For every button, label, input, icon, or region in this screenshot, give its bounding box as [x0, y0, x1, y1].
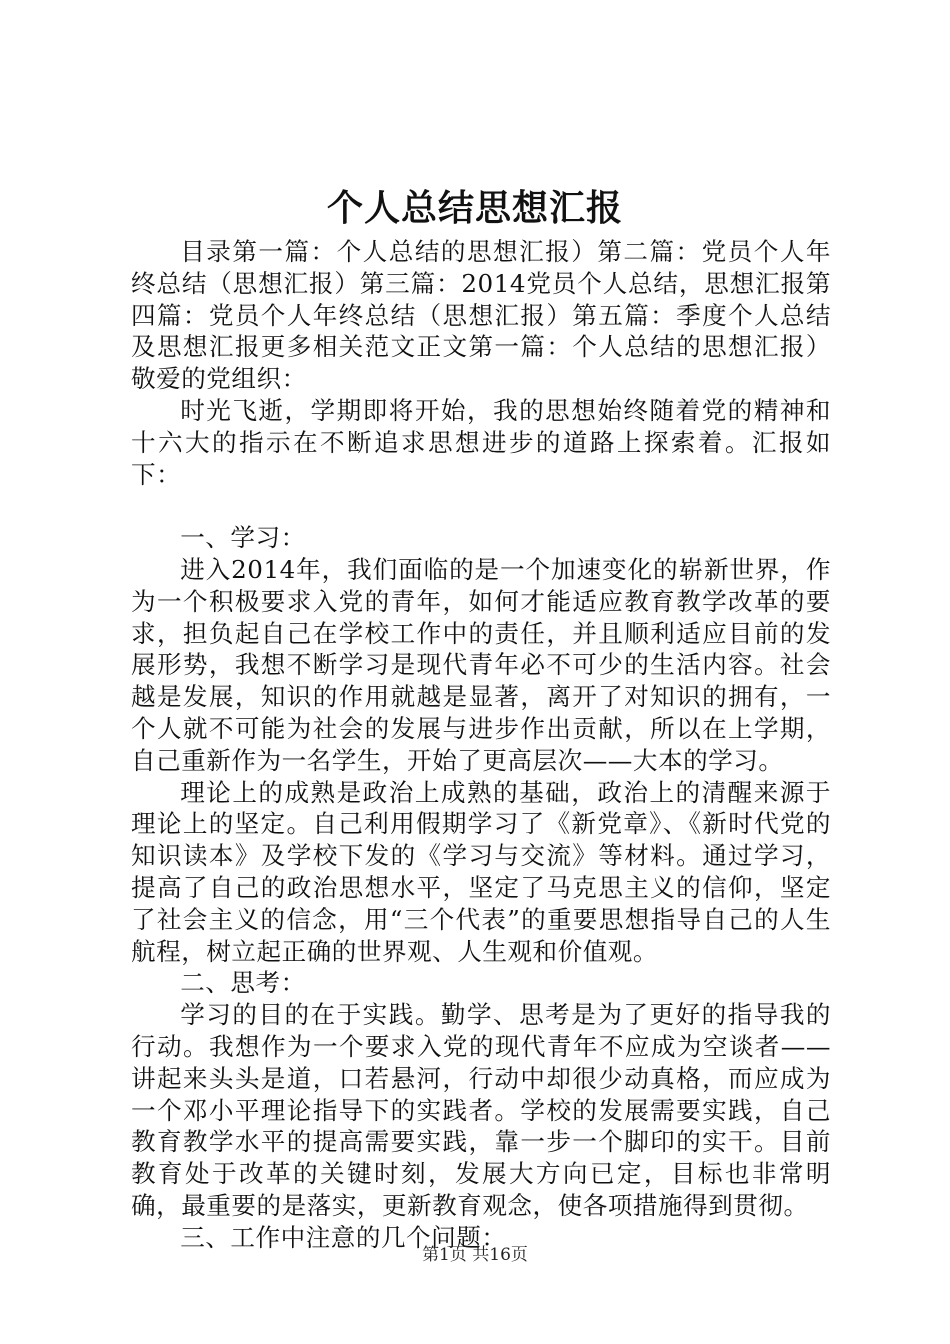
section-heading-study: 一、学习： — [180, 523, 306, 553]
paragraph-toc: 目录第一篇：个人总结的思想汇报）第二篇：党员个人年终总结（思想汇报）第三篇：2014党员个人总结，思想汇报第四篇：党员个人年终总结（思想汇报）第五篇：季度个人总结及思想汇报更多相关范文正文第一篇：个人总结的思想汇报）敬爱的党组织： — [131, 237, 831, 394]
document-title: 个人总结思想汇报 — [326, 187, 623, 229]
paragraph-thinking: 学习的目的在于实践。勤学、思考是为了更好的指导我的行动。我想作为一个要求入党的现代青年不应成为空谈者——讲起来头头是道，口若悬河，行动中却很少动真格，而应成为一个邓小平理论指导下的实践者。学校的发展需要实践，自己教育教学水平的提高需要实践，靠一步一个脚印的实干。目前教育处于改革的关键时刻，发展大方向已定，目标也非常明确，最重要的是落实，更新教育观念，使各项措施得到贯彻。 — [131, 1000, 831, 1220]
paragraph-intro: 时光飞逝，学期即将开始，我的思想始终随着党的精神和十六大的指示在不断追求思想进步的道路上探索着。汇报如下： — [131, 395, 831, 489]
paragraph-study-1: 进入2014年，我们面临的是一个加速变化的崭新世界，作为一个积极要求入党的青年，如何才能适应教育教学改革的要求，担负起自己在学校工作中的责任，并且顺利适应目前的发展形势，我想不断学习是现代青年必不可少的生活内容。社会越是发展，知识的作用就越是显著，离开了对知识的拥有，一个人就不可能为社会的发展与进步作出贡献，所以在上学期，自己重新作为一名学生，开始了更高层次——大本的学习。 — [131, 554, 831, 775]
document-body — [131, 236, 831, 1254]
section-heading-thinking: 二、思考： — [180, 968, 306, 998]
paragraph-study-2: 理论上的成熟是政治上成熟的基础，政治上的清醒来源于理论上的坚定。自己利用假期学习了《新党章》、《新时代党的知识读本》及学校下发的《学习与交流》等材料。通过学习，提高了自己的政治思想水平，坚定了马克思主义的信仰，坚定了社会主义的信念，用“三个代表”的重要思想指导自己的人生航程，树立起正确的世界观、人生观和价值观。 — [131, 777, 831, 966]
page-number-footer: 第1页 共16页 — [422, 1245, 528, 1265]
blank-line — [131, 490, 831, 522]
section-heading-work-issues: 三、工作中注意的几个问题： — [180, 1222, 507, 1252]
